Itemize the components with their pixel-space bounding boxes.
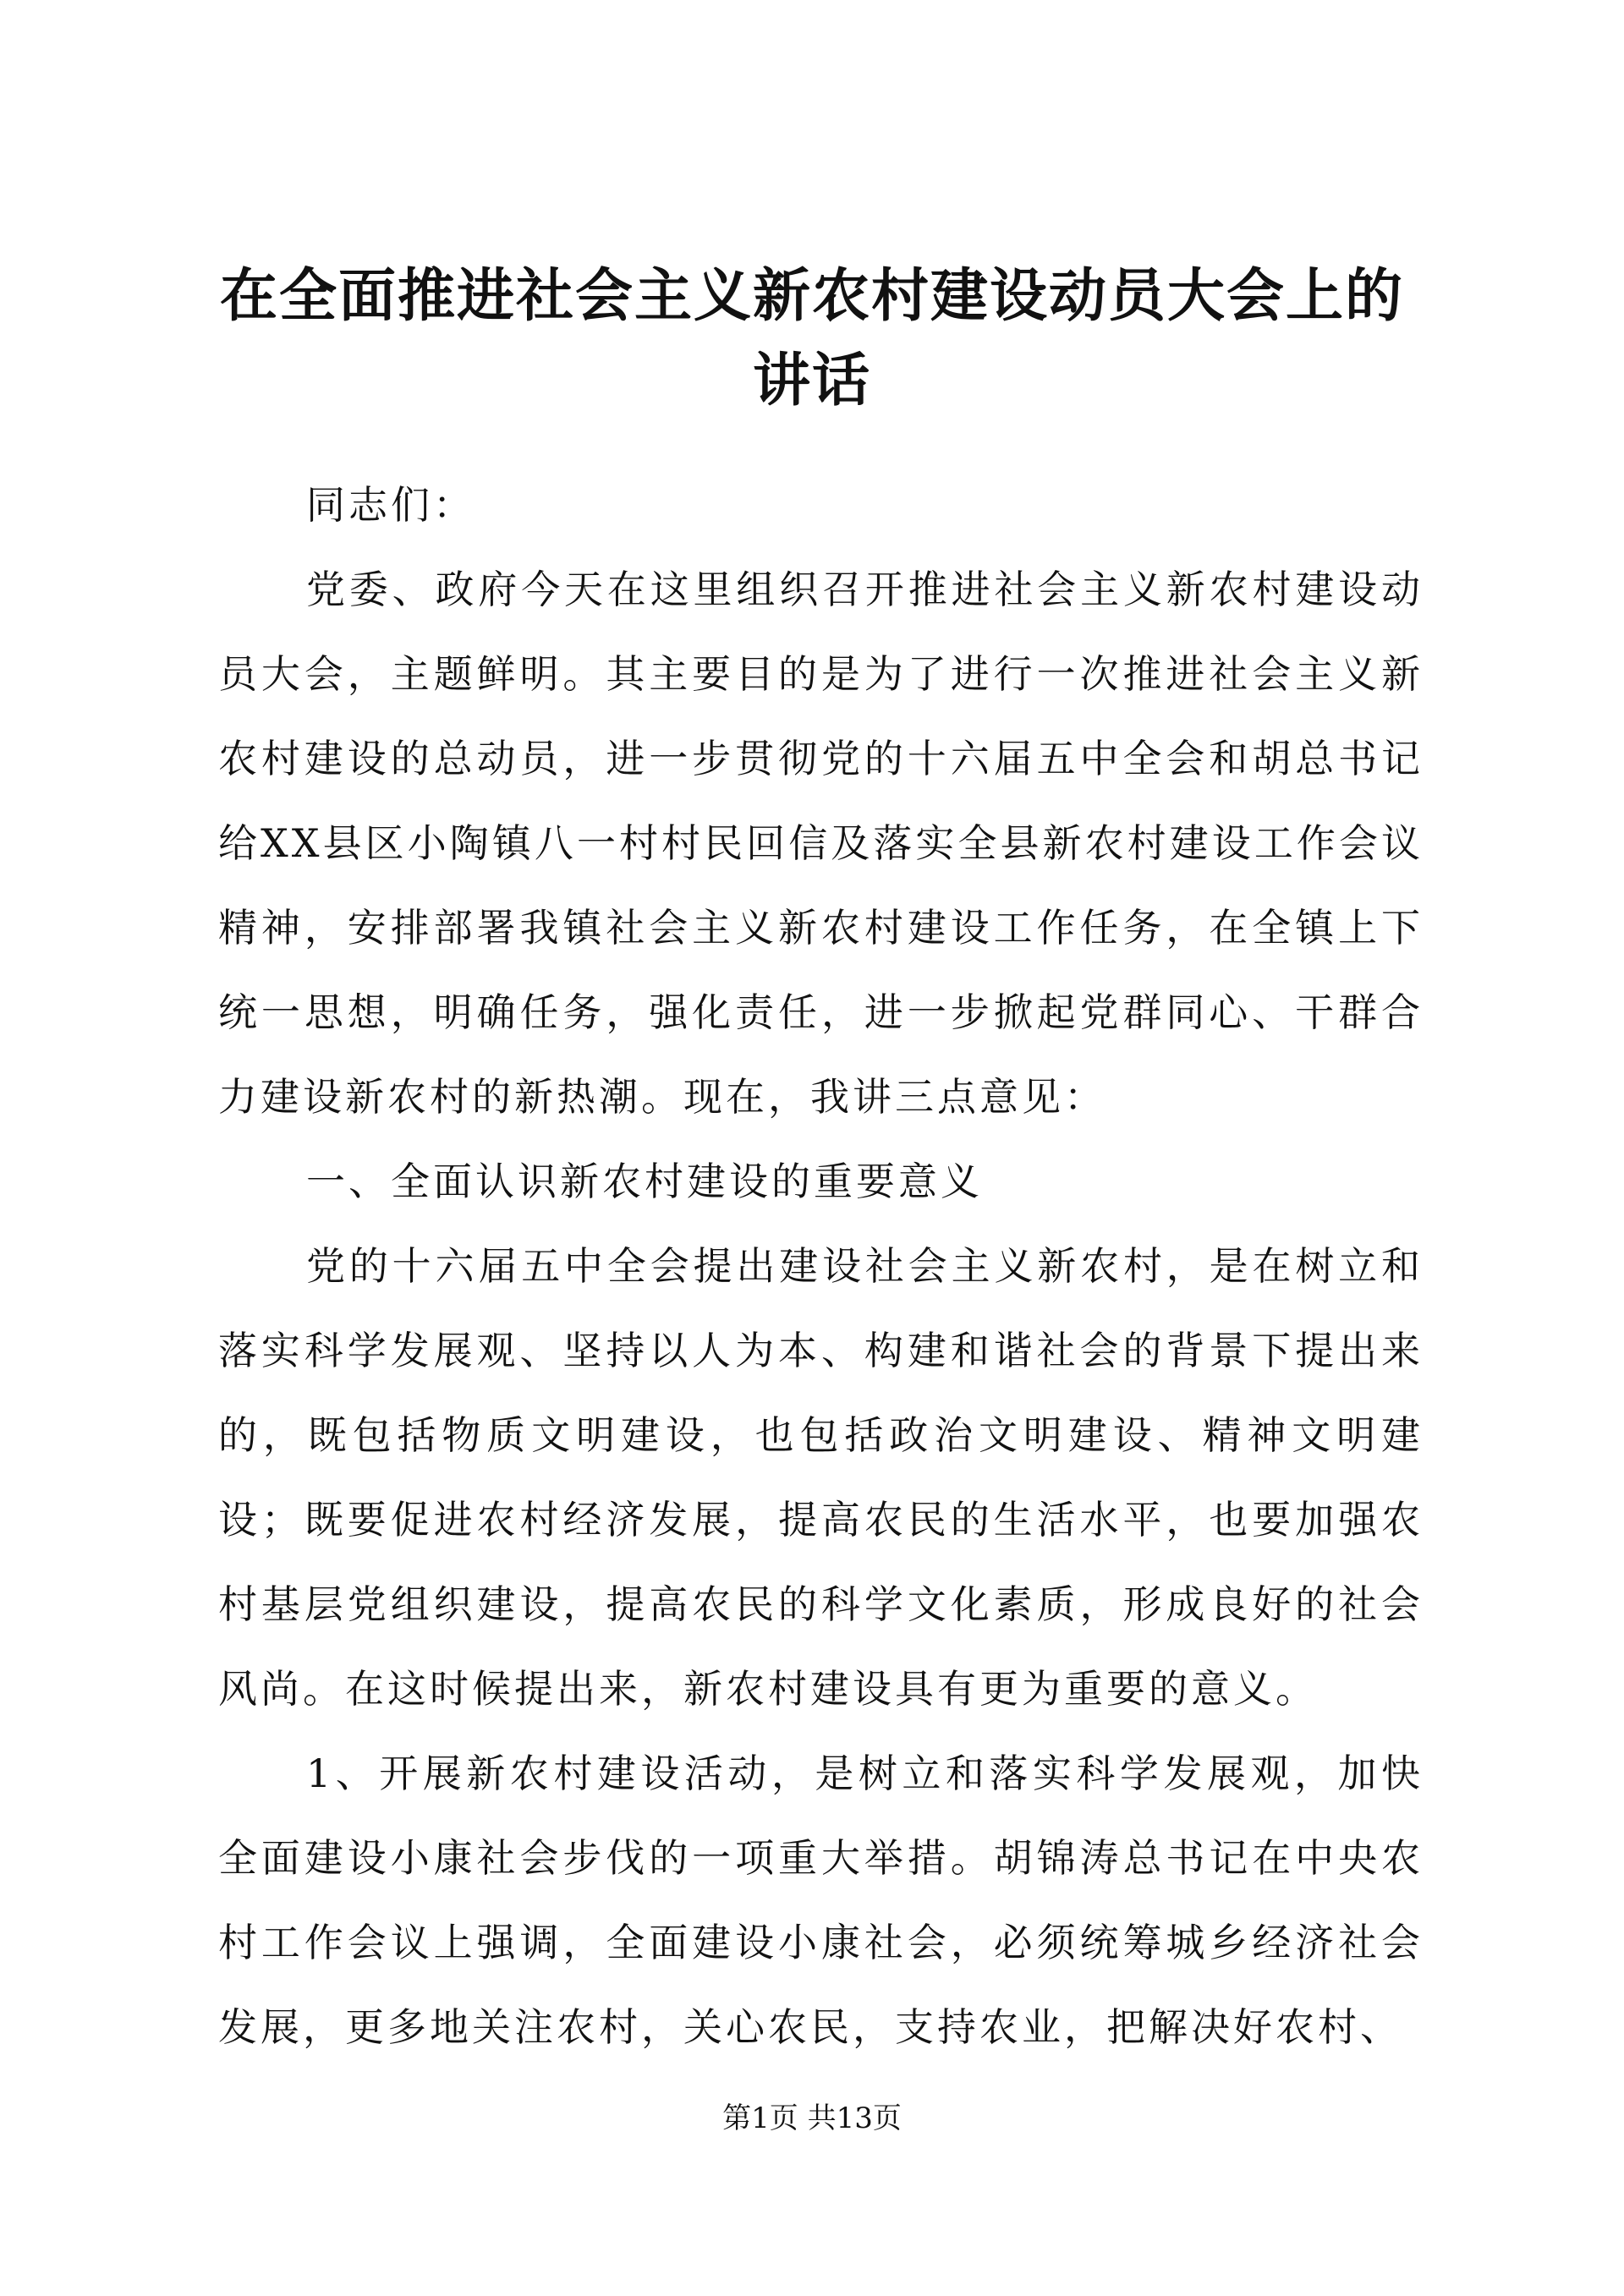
- document-body: [218, 463, 1424, 2069]
- section-heading-1: 一、全面认识新农村建设的重要意义: [306, 1159, 983, 1204]
- document-title: 在全面推进社会主义新农村建设动员大会上的讲话: [219, 262, 1404, 414]
- paragraph-section-1: 党的十六届五中全会提出建设社会主义新农村，是在树立和落实科学发展观、坚持以人为本、构建和谐社会的背景下提出来的，既包括物质文明建设，也包括政治文明建设、精神文明建设；既要促进农村经济发展，提高农民的生活水平，也要加强农村基层党组织建设，提高农民的科学文化素质，形成良好的社会风尚。在这时候提出来，新农村建设具有更为重要的意义。: [218, 1243, 1424, 1712]
- paragraph-point-1: 1、开展新农村建设活动，是树立和落实科学发展观，加快全面建设小康社会步伐的一项重大举措。胡锦涛总书记在中央农村工作会议上强调，全面建设小康社会，必须统筹城乡经济社会发展，更多地关注农村，关心农民，支持农业，把解决好农村、: [218, 1751, 1424, 2050]
- salutation: 同志们：: [306, 482, 475, 528]
- page-number-footer: 第1页 共13页: [722, 2101, 902, 2135]
- paragraph-intro: 党委、政府今天在这里组织召开推进社会主义新农村建设动员大会，主题鲜明。其主要目的是为了进行一次推进社会主义新农村建设的总动员，进一步贯彻党的十六届五中全会和胡总书记给XX县区小陶镇八一村村民回信及落实全县新农村建设工作会议精神，安排部署我镇社会主义新农村建设工作任务，在全镇上下统一思想，明确任务，强化责任，进一步掀起党群同心、干群合力建设新农村的新热潮。现在，我讲三点意见：: [218, 567, 1424, 1120]
